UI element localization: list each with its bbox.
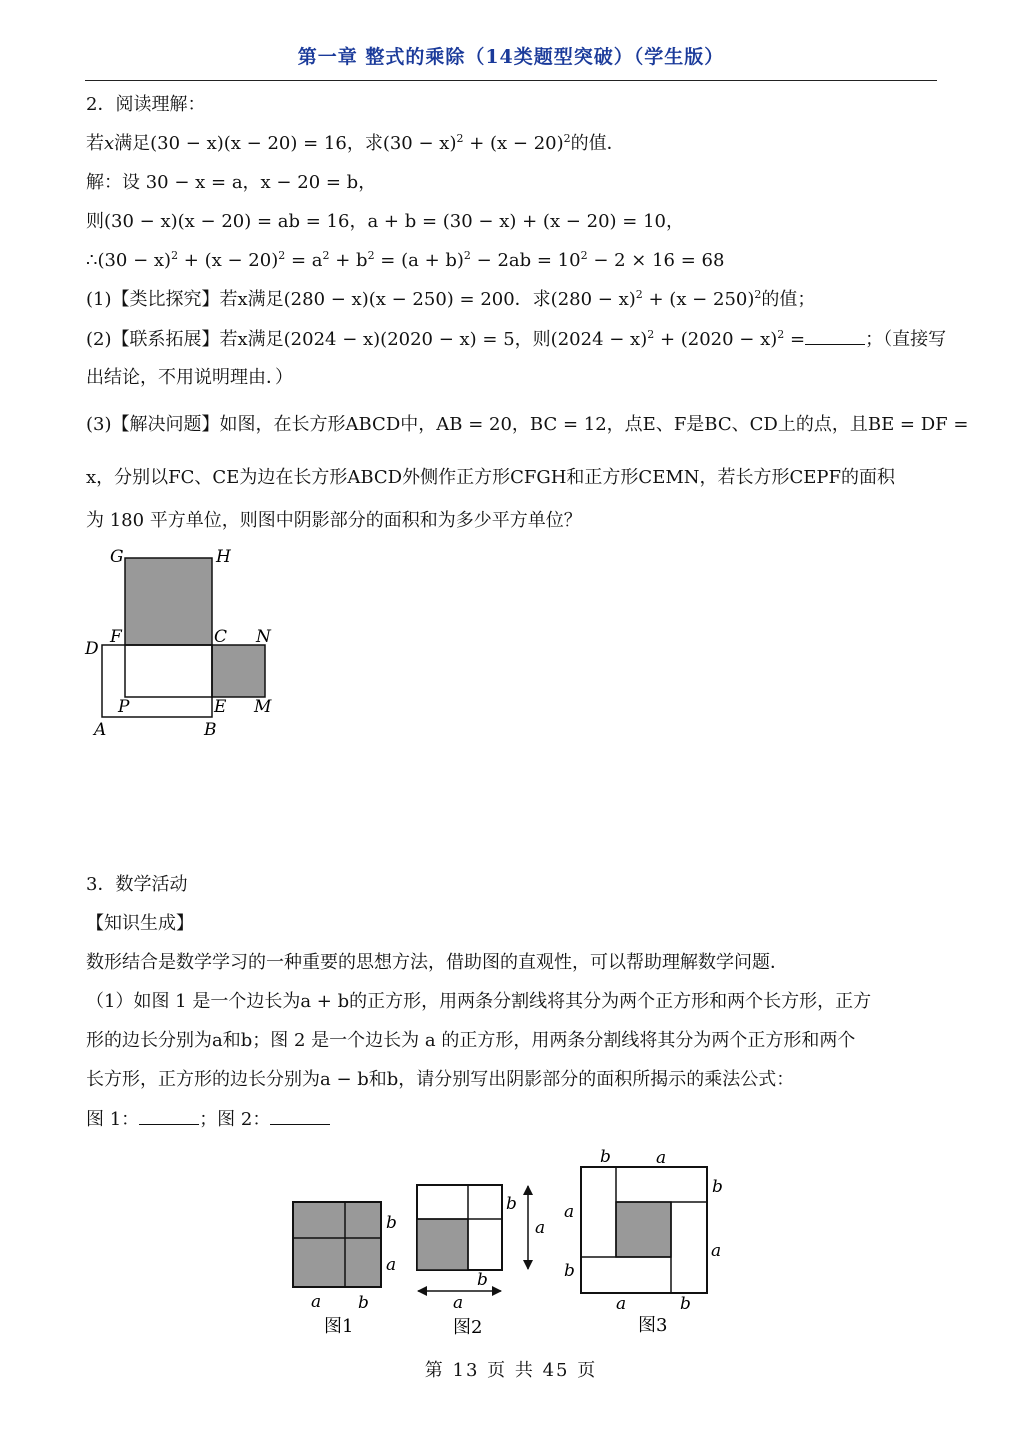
square-cfgh bbox=[125, 558, 212, 645]
q3-part-1-line3: 长方形，正方形的边长分别为a − b和b，请分别写出阴影部分的面积所揭示的乘法公式： bbox=[86, 1069, 795, 1090]
fig2-label-a-right: a bbox=[535, 1218, 546, 1238]
q2-part-3-line1: (3)【解决问题】如图，在长方形ABCD中，AB = 20，BC = 12，点E、F是BC、CD上的点，且BE = DF = bbox=[86, 414, 969, 435]
fig2-label-a-bottom: a bbox=[453, 1293, 464, 1313]
label-b: B bbox=[204, 720, 217, 740]
fig1-label-a-bottom: a bbox=[311, 1292, 322, 1312]
label-c: C bbox=[214, 627, 228, 647]
q2-solution-3: ∴(30 − $x)^2 + (x - 20)^2 = a^2 + b^2 = (a + b)^2 - 2ab = 10^2 - 2 \times 16 = 68$ bbox=[86, 249, 725, 271]
label-d: D bbox=[85, 639, 99, 659]
label-m: M bbox=[254, 697, 272, 717]
figure2-answer-blank bbox=[270, 1106, 330, 1125]
fig3-label-b-right: b bbox=[712, 1177, 723, 1197]
q2-part-2: (2)【联系拓展】若x满足(2024 − x)(2020 − x) = 5，则$(2024 - x)^2 + (2020 - x)^2$ = ；（直接写 bbox=[86, 328, 947, 350]
fig1-square bbox=[293, 1202, 381, 1287]
q3-part-1-line1: （1）如图 1 是一个边长为a + b的正方形，用两条分割线将其分为两个正方形和两个长方形，正方 bbox=[86, 991, 872, 1012]
fig2-label-b-inner: b bbox=[477, 1270, 488, 1290]
label-p: P bbox=[118, 697, 130, 717]
fig3-label-b-bottom: b bbox=[680, 1294, 691, 1314]
fig3-shaded-square bbox=[616, 1202, 671, 1257]
fig2-caption: 图2 bbox=[453, 1317, 483, 1338]
fig1-label-b-bottom: b bbox=[358, 1293, 369, 1313]
fig3-label-a-left: a bbox=[564, 1202, 575, 1222]
figure-3 bbox=[555, 1145, 740, 1340]
q2-solution-1: 解：设 30 − x = a，x − 20 = b， bbox=[86, 172, 377, 193]
q3-heading: 3．数学活动 bbox=[86, 874, 188, 895]
q3-answers: 图 1： ；图 2： bbox=[86, 1106, 330, 1133]
fig2-label-b-right: b bbox=[506, 1194, 517, 1214]
q2-solution-2: 则(30 − x)(x − 20) = ab = 16，a + b = (30 − x) + (x − 20) = 10， bbox=[86, 211, 684, 232]
fig3-label-a-top: a bbox=[656, 1148, 667, 1168]
square-cemn bbox=[212, 645, 265, 697]
fig1-caption: 图1 bbox=[324, 1316, 354, 1337]
fig3-label-a-right: a bbox=[711, 1241, 722, 1261]
fig3-caption: 图3 bbox=[638, 1315, 668, 1336]
fig2-shaded-square bbox=[417, 1219, 468, 1270]
fig3-label-b-left: b bbox=[564, 1261, 575, 1281]
label-g: G bbox=[110, 547, 124, 567]
fig3-label-b-top: b bbox=[600, 1147, 611, 1167]
label-a: A bbox=[94, 720, 107, 740]
fig1-label-a-right: a bbox=[386, 1255, 397, 1275]
fig1-label-b-right: b bbox=[386, 1213, 397, 1233]
q2-statement: 若x满足(30 − x)(x − 20) = 16，求$(30 - x)^2 + (x - 20)^2$的值． bbox=[86, 132, 625, 154]
label-n: N bbox=[256, 627, 271, 647]
page-footer-number: 第 13 页 共 45 页 bbox=[424, 1360, 598, 1381]
rectangle-cepf bbox=[125, 645, 212, 697]
q2-part-3-line3: 为 180 平方单位，则图中阴影部分的面积和为多少平方单位？ bbox=[86, 510, 582, 531]
page-header-title: 第一章 整式的乘除（14类题型突破）（学生版） bbox=[297, 46, 725, 68]
q2-part-1: (1)【类比探究】若x满足(280 − x)(x − 250) = 200．求$(280 - x)^2 + (x - 250)^2$的值； bbox=[86, 288, 816, 310]
figure-2 bbox=[405, 1175, 555, 1340]
label-h: H bbox=[216, 547, 231, 567]
label-e: E bbox=[214, 697, 227, 717]
figure-1 bbox=[280, 1190, 410, 1340]
figure1-answer-blank bbox=[139, 1106, 199, 1125]
rectangle-squares-figure bbox=[80, 540, 300, 745]
q3-intro: 数形结合是数学学习的一种重要的思想方法，借助图的直观性，可以帮助理解数学问题． bbox=[86, 952, 788, 973]
answer-blank bbox=[805, 326, 865, 345]
header-divider bbox=[85, 80, 937, 81]
q2-heading: 2．阅读理解： bbox=[86, 94, 206, 115]
q2-part-3-line2: x，分别以FC、CE为边在长方形ABCD外侧作正方形CFGH和正方形CEMN，若长方形CEPF的面积 bbox=[86, 467, 896, 488]
fig3-label-a-bottom: a bbox=[616, 1294, 627, 1314]
label-f: F bbox=[110, 627, 122, 647]
q3-section: 【知识生成】 bbox=[86, 913, 194, 934]
q3-part-1-line2: 形的边长分别为a和b；图 2 是一个边长为 a 的正方形，用两条分割线将其分为两个正方形和两个 bbox=[86, 1030, 856, 1051]
q2-part-2-cont: 出结论，不用说明理由．） bbox=[86, 367, 293, 388]
